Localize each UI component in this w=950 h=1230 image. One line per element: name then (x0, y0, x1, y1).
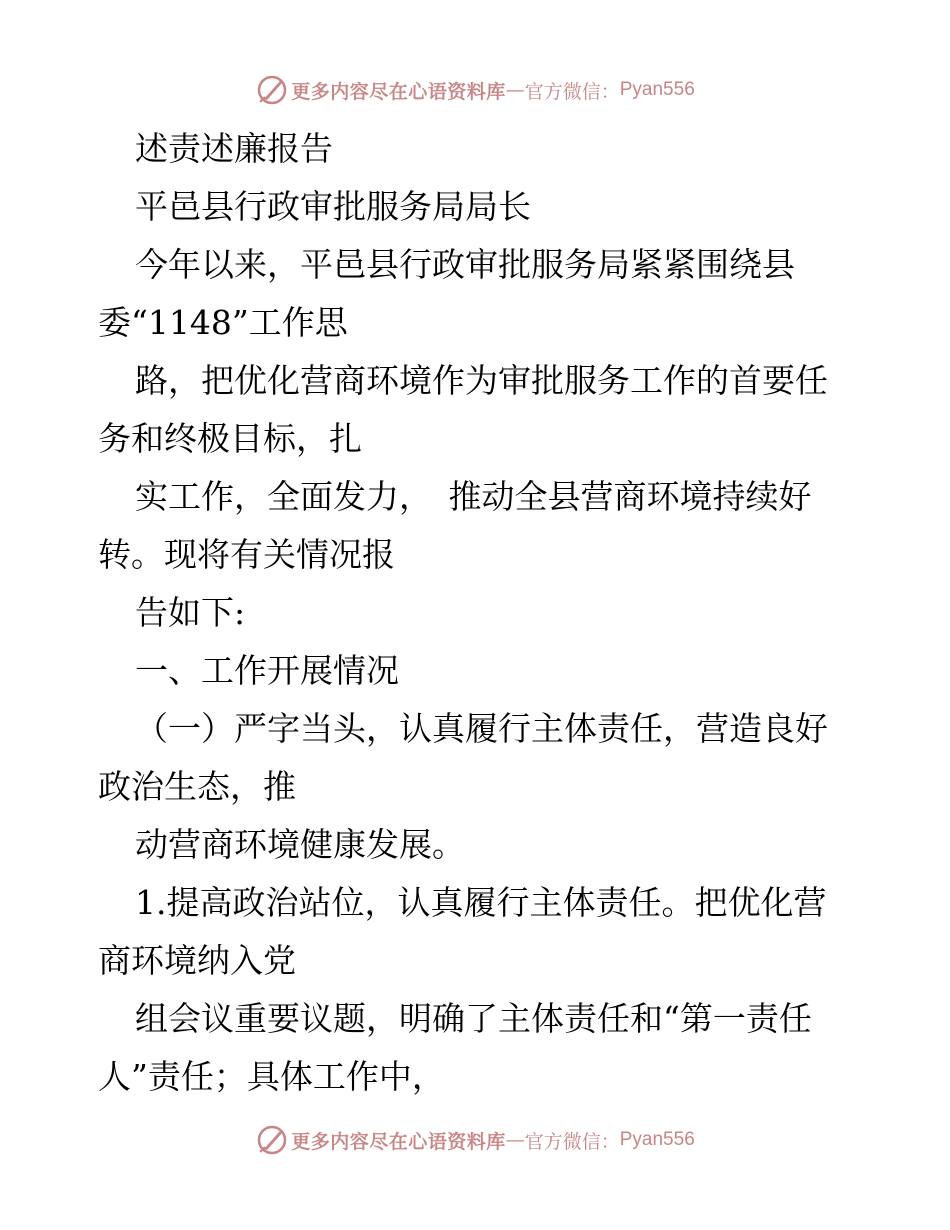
watermark-wechat-label: 官方微信： (524, 1130, 620, 1153)
watermark-wechat-id: Pyan556 (619, 79, 695, 100)
section-heading: 一、工作开展情况 (135, 651, 399, 690)
footer-watermark (0, 1120, 950, 1160)
doc-line: 告如下: (135, 593, 246, 632)
doc-author: 平邑县行政审批服务局局长 (135, 187, 531, 226)
quill-pen-circle-icon (255, 1123, 289, 1157)
doc-line: 组会议重要议题，明确了主体责任和“第一责任 (135, 999, 812, 1038)
quill-pen-circle-icon (255, 73, 289, 107)
header-watermark (0, 70, 950, 110)
doc-line: 路，把优化营商环境作为审批服务工作的首要任 (135, 361, 828, 400)
numbered-item: 1.提高政治站位，认真履行主体责任。把优化营 (135, 883, 827, 922)
watermark-text: 更多内容尽在心语资料库 (291, 80, 506, 103)
doc-line: 人”责任；具体工作中， (98, 1057, 445, 1096)
watermark-text: 更多内容尽在心语资料库 (291, 1130, 506, 1153)
doc-line: 商环境纳入党 (98, 941, 296, 980)
doc-title: 述责述廉报告 (135, 129, 333, 168)
document-body (98, 120, 858, 1106)
watermark-separator: — (505, 1129, 525, 1151)
doc-line: 务和终极目标，扎 (98, 419, 362, 458)
doc-line: 实工作，全面发力， 推动全县营商环境持续好 (135, 477, 812, 516)
subsection-heading: （一）严字当头，认真履行主体责任，营造良好 (135, 709, 828, 748)
doc-line: 转。现将有关情况报 (98, 535, 395, 574)
watermark-wechat-id: Pyan556 (619, 1129, 695, 1150)
doc-line: 今年以来，平邑县行政审批服务局紧紧围绕县 (135, 245, 795, 284)
doc-line: 委“1148”工作思 (98, 303, 348, 342)
watermark-separator: — (505, 79, 525, 101)
doc-line: 动营商环境健康发展。 (135, 825, 465, 864)
watermark-wechat-label: 官方微信： (524, 80, 620, 103)
doc-line: 政治生态，推 (98, 767, 296, 806)
